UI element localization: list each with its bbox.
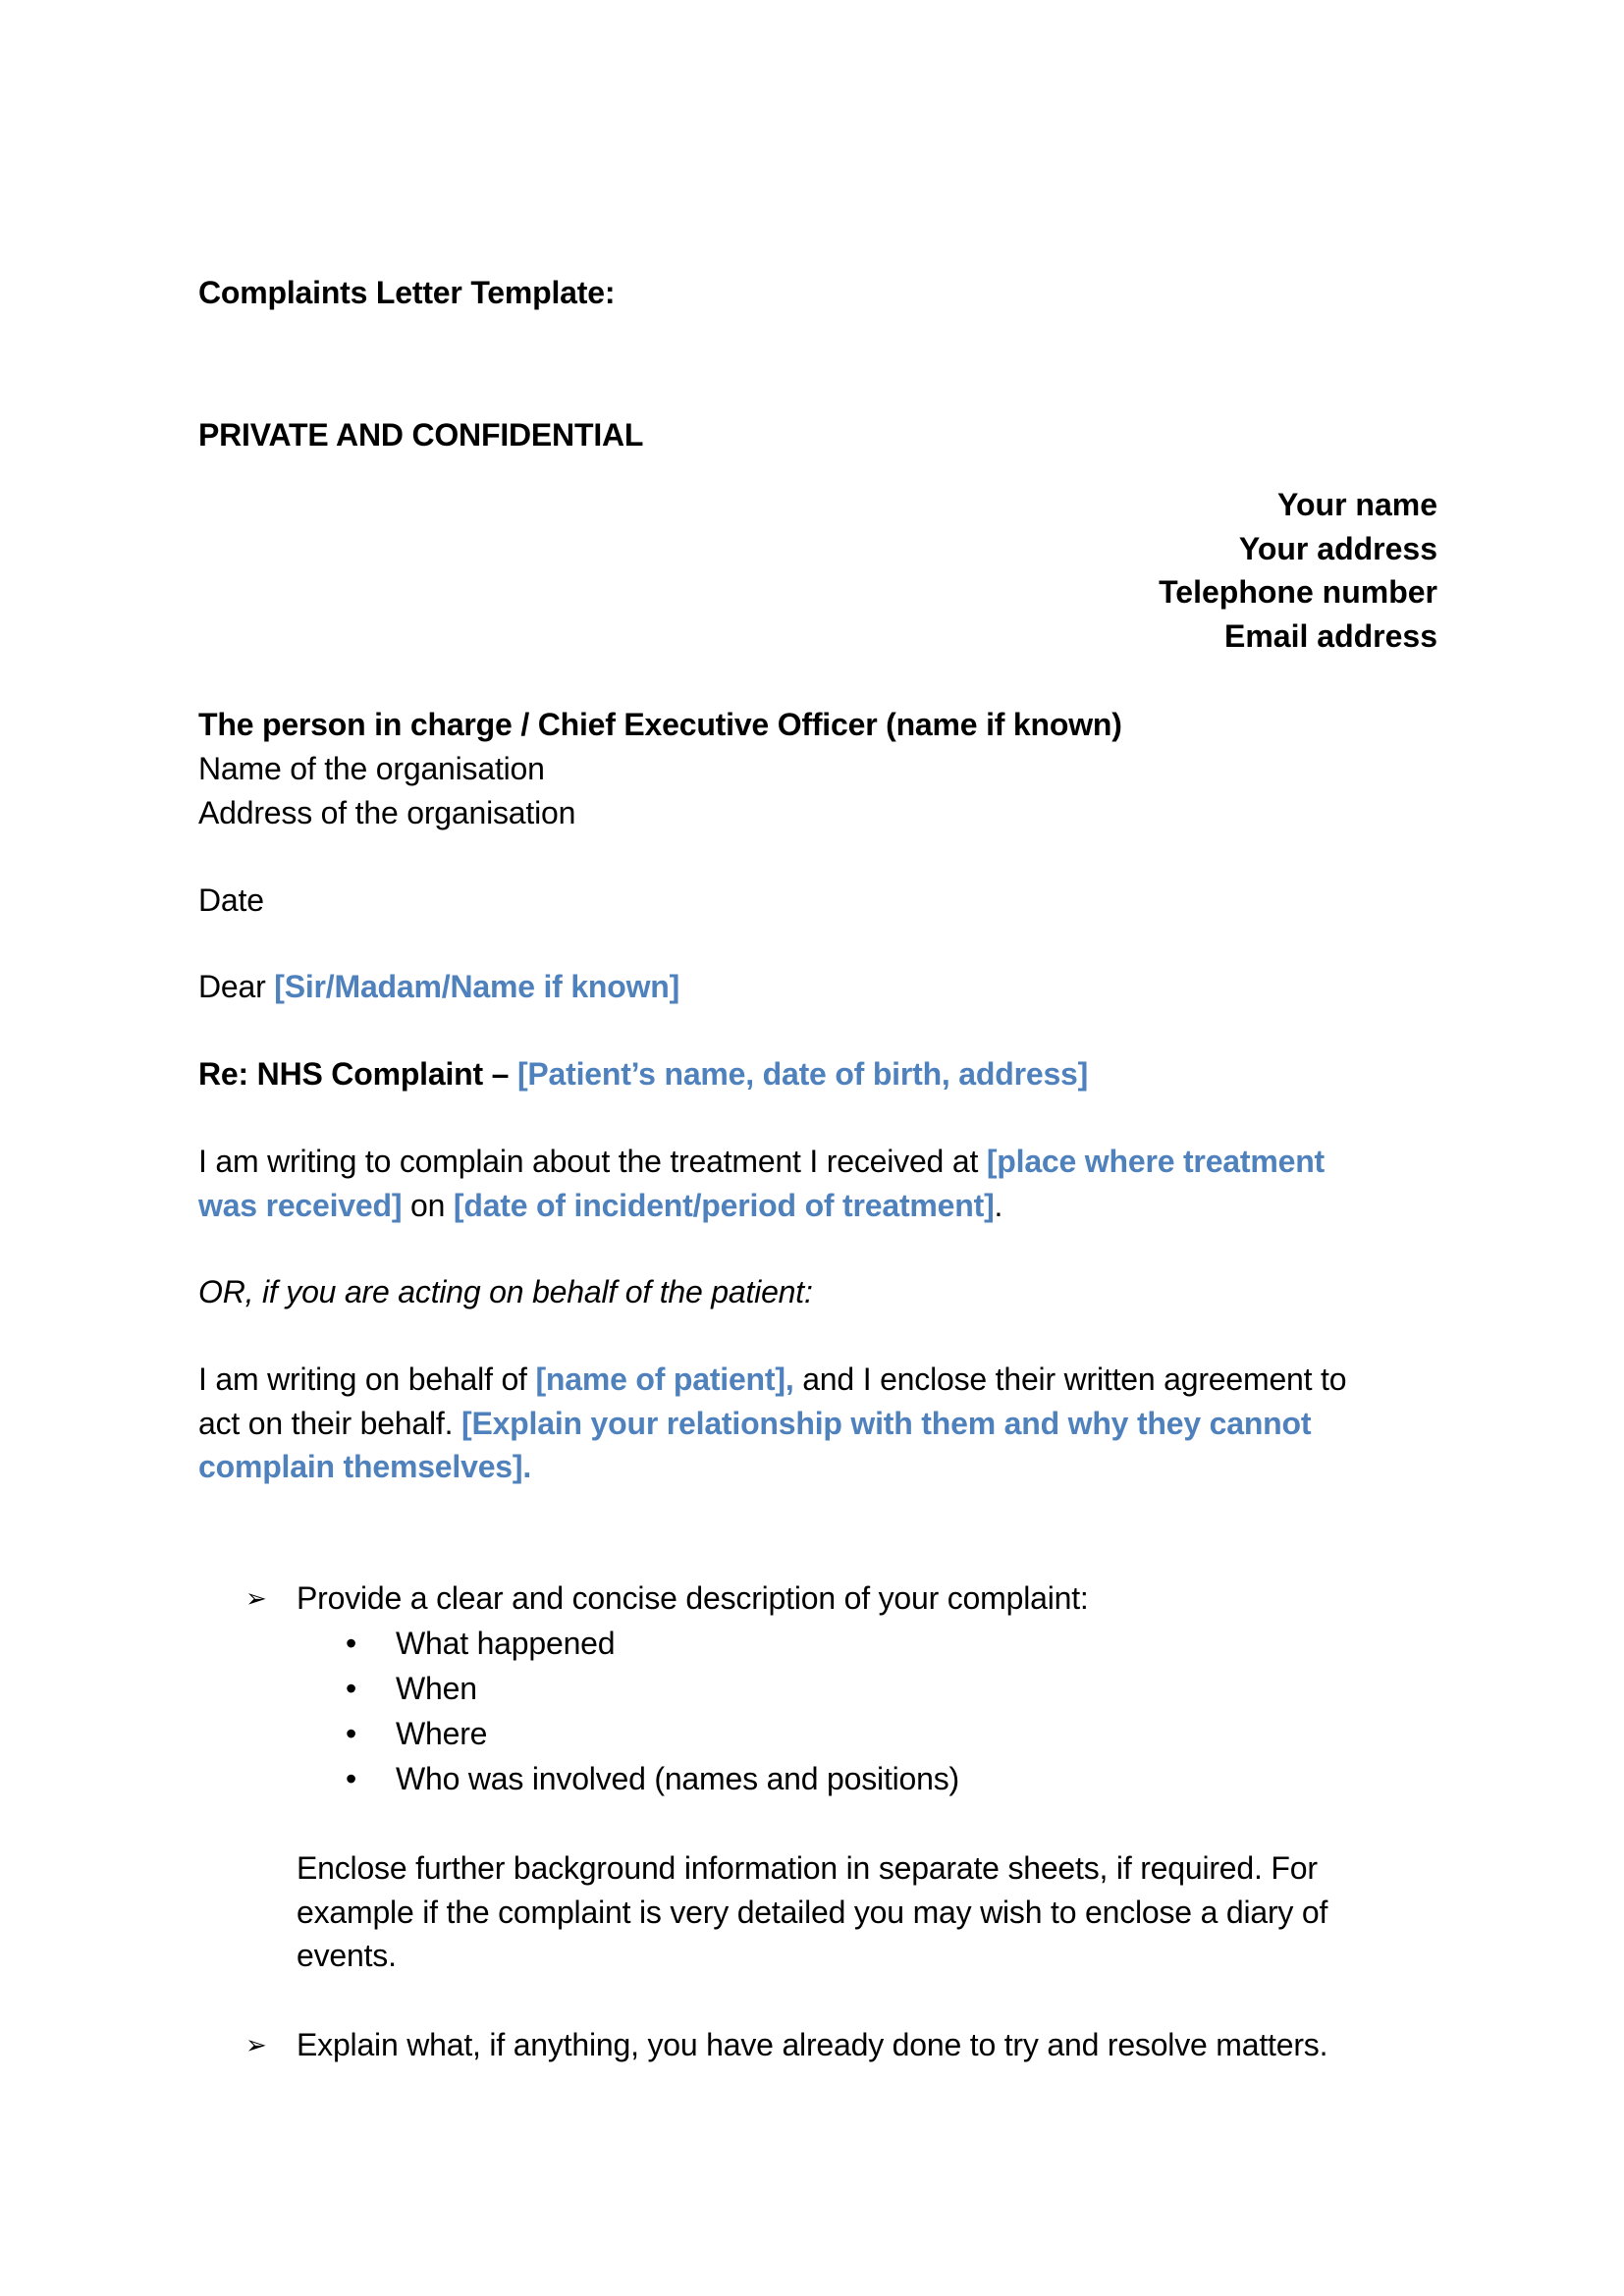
paragraph-1-line-1 (198, 1140, 1325, 1183)
arrow-bullet-icon: ➢ (245, 1583, 267, 1613)
sender-email: Email address (1224, 617, 1437, 654)
sender-address-block (1159, 483, 1437, 658)
patient-name-placeholder: [name of patient], (535, 1362, 794, 1397)
paragraph-2-line-1 (198, 1358, 1346, 1401)
relationship-placeholder: [Explain your relationship with them and why they cannot (460, 1406, 1312, 1441)
sender-name: Your name (1277, 487, 1437, 522)
paragraph-2-text-behalf: act on their behalf. (198, 1406, 461, 1441)
paragraph-1-line-2 (198, 1184, 1002, 1227)
sub-item-what-happened: What happened (396, 1626, 616, 1661)
subject-prefix: Re: NHS Complaint – (198, 1056, 517, 1092)
paragraph-1-period: . (994, 1188, 1003, 1223)
paragraph-2-text: I am writing on behalf of (198, 1362, 536, 1397)
recipient-organisation-address: Address of the organisation (198, 795, 576, 830)
disc-bullet-icon: • (346, 1716, 357, 1751)
arrow-bullet-icon: ➢ (245, 2030, 267, 2059)
paragraph-1-text: I am writing to complain about the treatment I received at (198, 1144, 987, 1179)
disc-bullet-icon: • (346, 1761, 357, 1796)
sub-item-when: When (396, 1671, 477, 1706)
relationship-placeholder-cont: complain themselves]. (198, 1449, 532, 1484)
confidentiality-heading: PRIVATE AND CONFIDENTIAL (198, 417, 644, 453)
enclose-note-line-3: events. (297, 1938, 397, 1974)
salutation (198, 965, 679, 1008)
subject-placeholder: [Patient’s name, date of birth, address] (516, 1056, 1089, 1092)
recipient-organisation-name: Name of the organisation (198, 751, 545, 786)
alternative-note: OR, if you are acting on behalf of the patient: (198, 1274, 813, 1309)
salutation-placeholder: [Sir/Madam/Name if known] (274, 969, 680, 1004)
treatment-place-placeholder: [place where treatment (986, 1144, 1325, 1179)
paragraph-2-text-cont: and I enclose their written agreement to (793, 1362, 1347, 1397)
paragraph-2-line-2 (198, 1402, 1311, 1445)
incident-date-placeholder: [date of incident/period of treatment] (453, 1188, 995, 1223)
enclose-note-line-2: example if the complaint is very detailed you may wish to enclose a diary of (297, 1894, 1328, 1930)
disc-bullet-icon: • (346, 1671, 357, 1706)
instruction-2: Explain what, if anything, you have already done to try and resolve matters. (297, 2027, 1328, 2062)
sender-telephone: Telephone number (1159, 574, 1437, 611)
disc-bullet-icon: • (346, 1626, 357, 1661)
sub-item-who-involved: Who was involved (names and positions) (396, 1761, 960, 1796)
sub-item-where: Where (396, 1716, 488, 1751)
salutation-prefix: Dear (198, 969, 275, 1004)
treatment-place-placeholder-cont: was received] (198, 1188, 403, 1223)
paragraph-1-on: on (402, 1188, 454, 1223)
recipient-title: The person in charge / Chief Executive Officer (name if known) (198, 707, 1122, 742)
document-title: Complaints Letter Template: (198, 275, 616, 310)
enclose-note (297, 1846, 1327, 1978)
sender-address: Your address (1238, 530, 1437, 566)
instruction-1: Provide a clear and concise description of your complaint: (297, 1580, 1089, 1616)
enclose-note-line-1: Enclose further background information in separate sheets, if required. For (297, 1850, 1318, 1886)
paragraph-2-line-3 (198, 1445, 531, 1488)
subject-line (198, 1052, 1088, 1095)
date-label: Date (198, 882, 264, 918)
